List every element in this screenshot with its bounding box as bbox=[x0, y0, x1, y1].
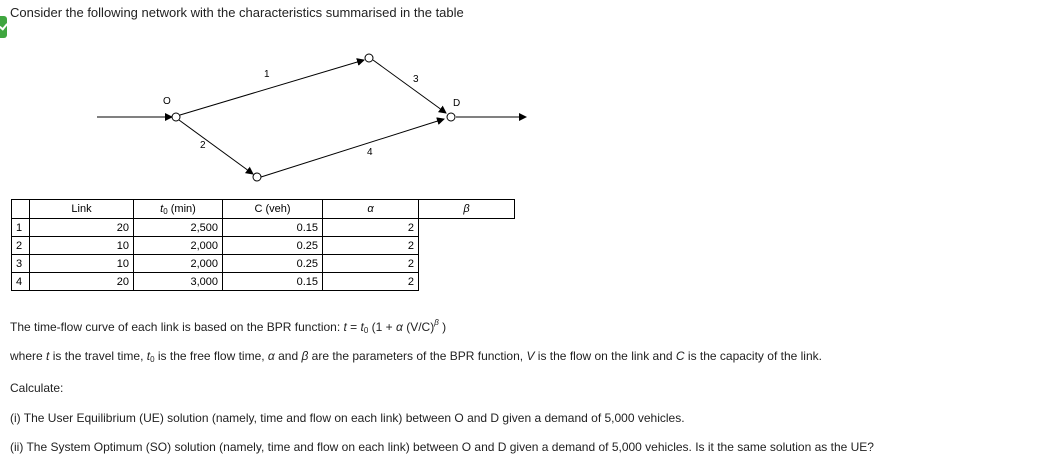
bpr-sentence bbox=[10, 318, 446, 335]
row-t0: 10 bbox=[30, 255, 134, 273]
where-v: V bbox=[526, 349, 535, 363]
row-alpha: 0.25 bbox=[223, 255, 323, 273]
where-beta: β bbox=[301, 349, 309, 363]
table-row bbox=[12, 237, 515, 255]
t0-subscript: 0 bbox=[163, 206, 168, 216]
where-p3: is the free flow time, bbox=[154, 349, 268, 363]
t0-symbol: t bbox=[160, 202, 164, 215]
row-link-id: 1 bbox=[12, 219, 30, 237]
row-beta: 2 bbox=[323, 255, 419, 273]
bpr-t0-sub: 0 bbox=[363, 326, 369, 335]
header-blank bbox=[12, 200, 30, 219]
network-diagram bbox=[0, 0, 1045, 200]
bpr-close: ) bbox=[438, 320, 447, 334]
where-c: C bbox=[675, 349, 685, 363]
where-t0-sub: 0 bbox=[150, 355, 155, 364]
bpr-eq: = bbox=[346, 320, 361, 334]
link-1-label: 1 bbox=[264, 69, 270, 80]
row-alpha: 0.25 bbox=[223, 237, 323, 255]
row-link-id: 3 bbox=[12, 255, 30, 273]
bpr-t: t bbox=[343, 320, 347, 334]
where-p7: is the capacity of the link. bbox=[684, 349, 822, 363]
table-row bbox=[12, 219, 515, 237]
node-bottom bbox=[253, 173, 261, 181]
bpr-alpha: α bbox=[396, 320, 403, 334]
t0-unit: (min) bbox=[170, 202, 196, 215]
link-2-label: 2 bbox=[200, 140, 206, 151]
row-alpha: 0.15 bbox=[223, 273, 323, 291]
link-characteristics-table bbox=[11, 199, 515, 291]
row-capacity: 2,000 bbox=[134, 255, 223, 273]
bpr-open: (1 + bbox=[368, 320, 397, 334]
row-t0: 20 bbox=[30, 219, 134, 237]
link-1-arrow bbox=[180, 60, 364, 115]
row-capacity: 3,000 bbox=[134, 273, 223, 291]
question-2: (ii) The System Optimum (SO) solution (namely, time and flow on each link) between O and D given a demand of 5,000 vehicles. Is it the same solution as the UE? bbox=[10, 440, 874, 454]
row-alpha: 0.15 bbox=[223, 219, 323, 237]
table-header-row bbox=[12, 200, 515, 219]
question-1: (i) The User Equilibrium (UE) solution (namely, time and flow on each link) between O and D given a demand of 5,000 vehicles. bbox=[10, 411, 685, 425]
link-2-arrow bbox=[179, 120, 253, 174]
header-beta: β bbox=[419, 200, 515, 219]
row-link-id: 2 bbox=[12, 237, 30, 255]
node-destination bbox=[447, 113, 455, 121]
where-p4: and bbox=[274, 349, 302, 363]
header-t0 bbox=[134, 200, 223, 219]
origin-label: O bbox=[163, 96, 171, 107]
link-3-label: 3 bbox=[413, 74, 419, 85]
where-p2: is the travel time, bbox=[49, 349, 147, 363]
header-capacity: C (veh) bbox=[223, 200, 323, 219]
row-capacity: 2,500 bbox=[134, 219, 223, 237]
header-link: Link bbox=[30, 200, 134, 219]
calculate-label: Calculate: bbox=[10, 381, 64, 395]
where-t: t bbox=[46, 349, 50, 363]
where-t0: t bbox=[146, 349, 151, 363]
bpr-vc: (V/C) bbox=[402, 320, 435, 334]
intro-text: Consider the following network with the characteristics summarised in the table bbox=[10, 5, 464, 20]
row-link-id: 4 bbox=[12, 273, 30, 291]
row-capacity: 2,000 bbox=[134, 237, 223, 255]
row-beta: 2 bbox=[323, 273, 419, 291]
table-row bbox=[12, 273, 515, 291]
row-t0: 10 bbox=[30, 237, 134, 255]
row-beta: 2 bbox=[323, 219, 419, 237]
where-p5: are the parameters of the BPR function, bbox=[308, 349, 527, 363]
table-row bbox=[12, 255, 515, 273]
bpr-beta: β bbox=[434, 318, 439, 327]
link-3-arrow bbox=[373, 60, 446, 113]
where-alpha: α bbox=[267, 349, 275, 363]
destination-label: D bbox=[453, 98, 461, 109]
where-p1: where bbox=[10, 349, 47, 363]
node-top bbox=[365, 54, 373, 62]
link-4-label: 4 bbox=[367, 147, 373, 158]
header-alpha: α bbox=[323, 200, 419, 219]
where-sentence bbox=[10, 349, 822, 364]
node-origin bbox=[172, 113, 180, 121]
where-p6: is the flow on the link and bbox=[534, 349, 676, 363]
link-4-arrow bbox=[261, 119, 444, 177]
row-t0: 20 bbox=[30, 273, 134, 291]
row-beta: 2 bbox=[323, 237, 419, 255]
bpr-lead: The time-flow curve of each link is based on the BPR function: bbox=[10, 320, 344, 334]
bpr-t0: t bbox=[360, 320, 364, 334]
